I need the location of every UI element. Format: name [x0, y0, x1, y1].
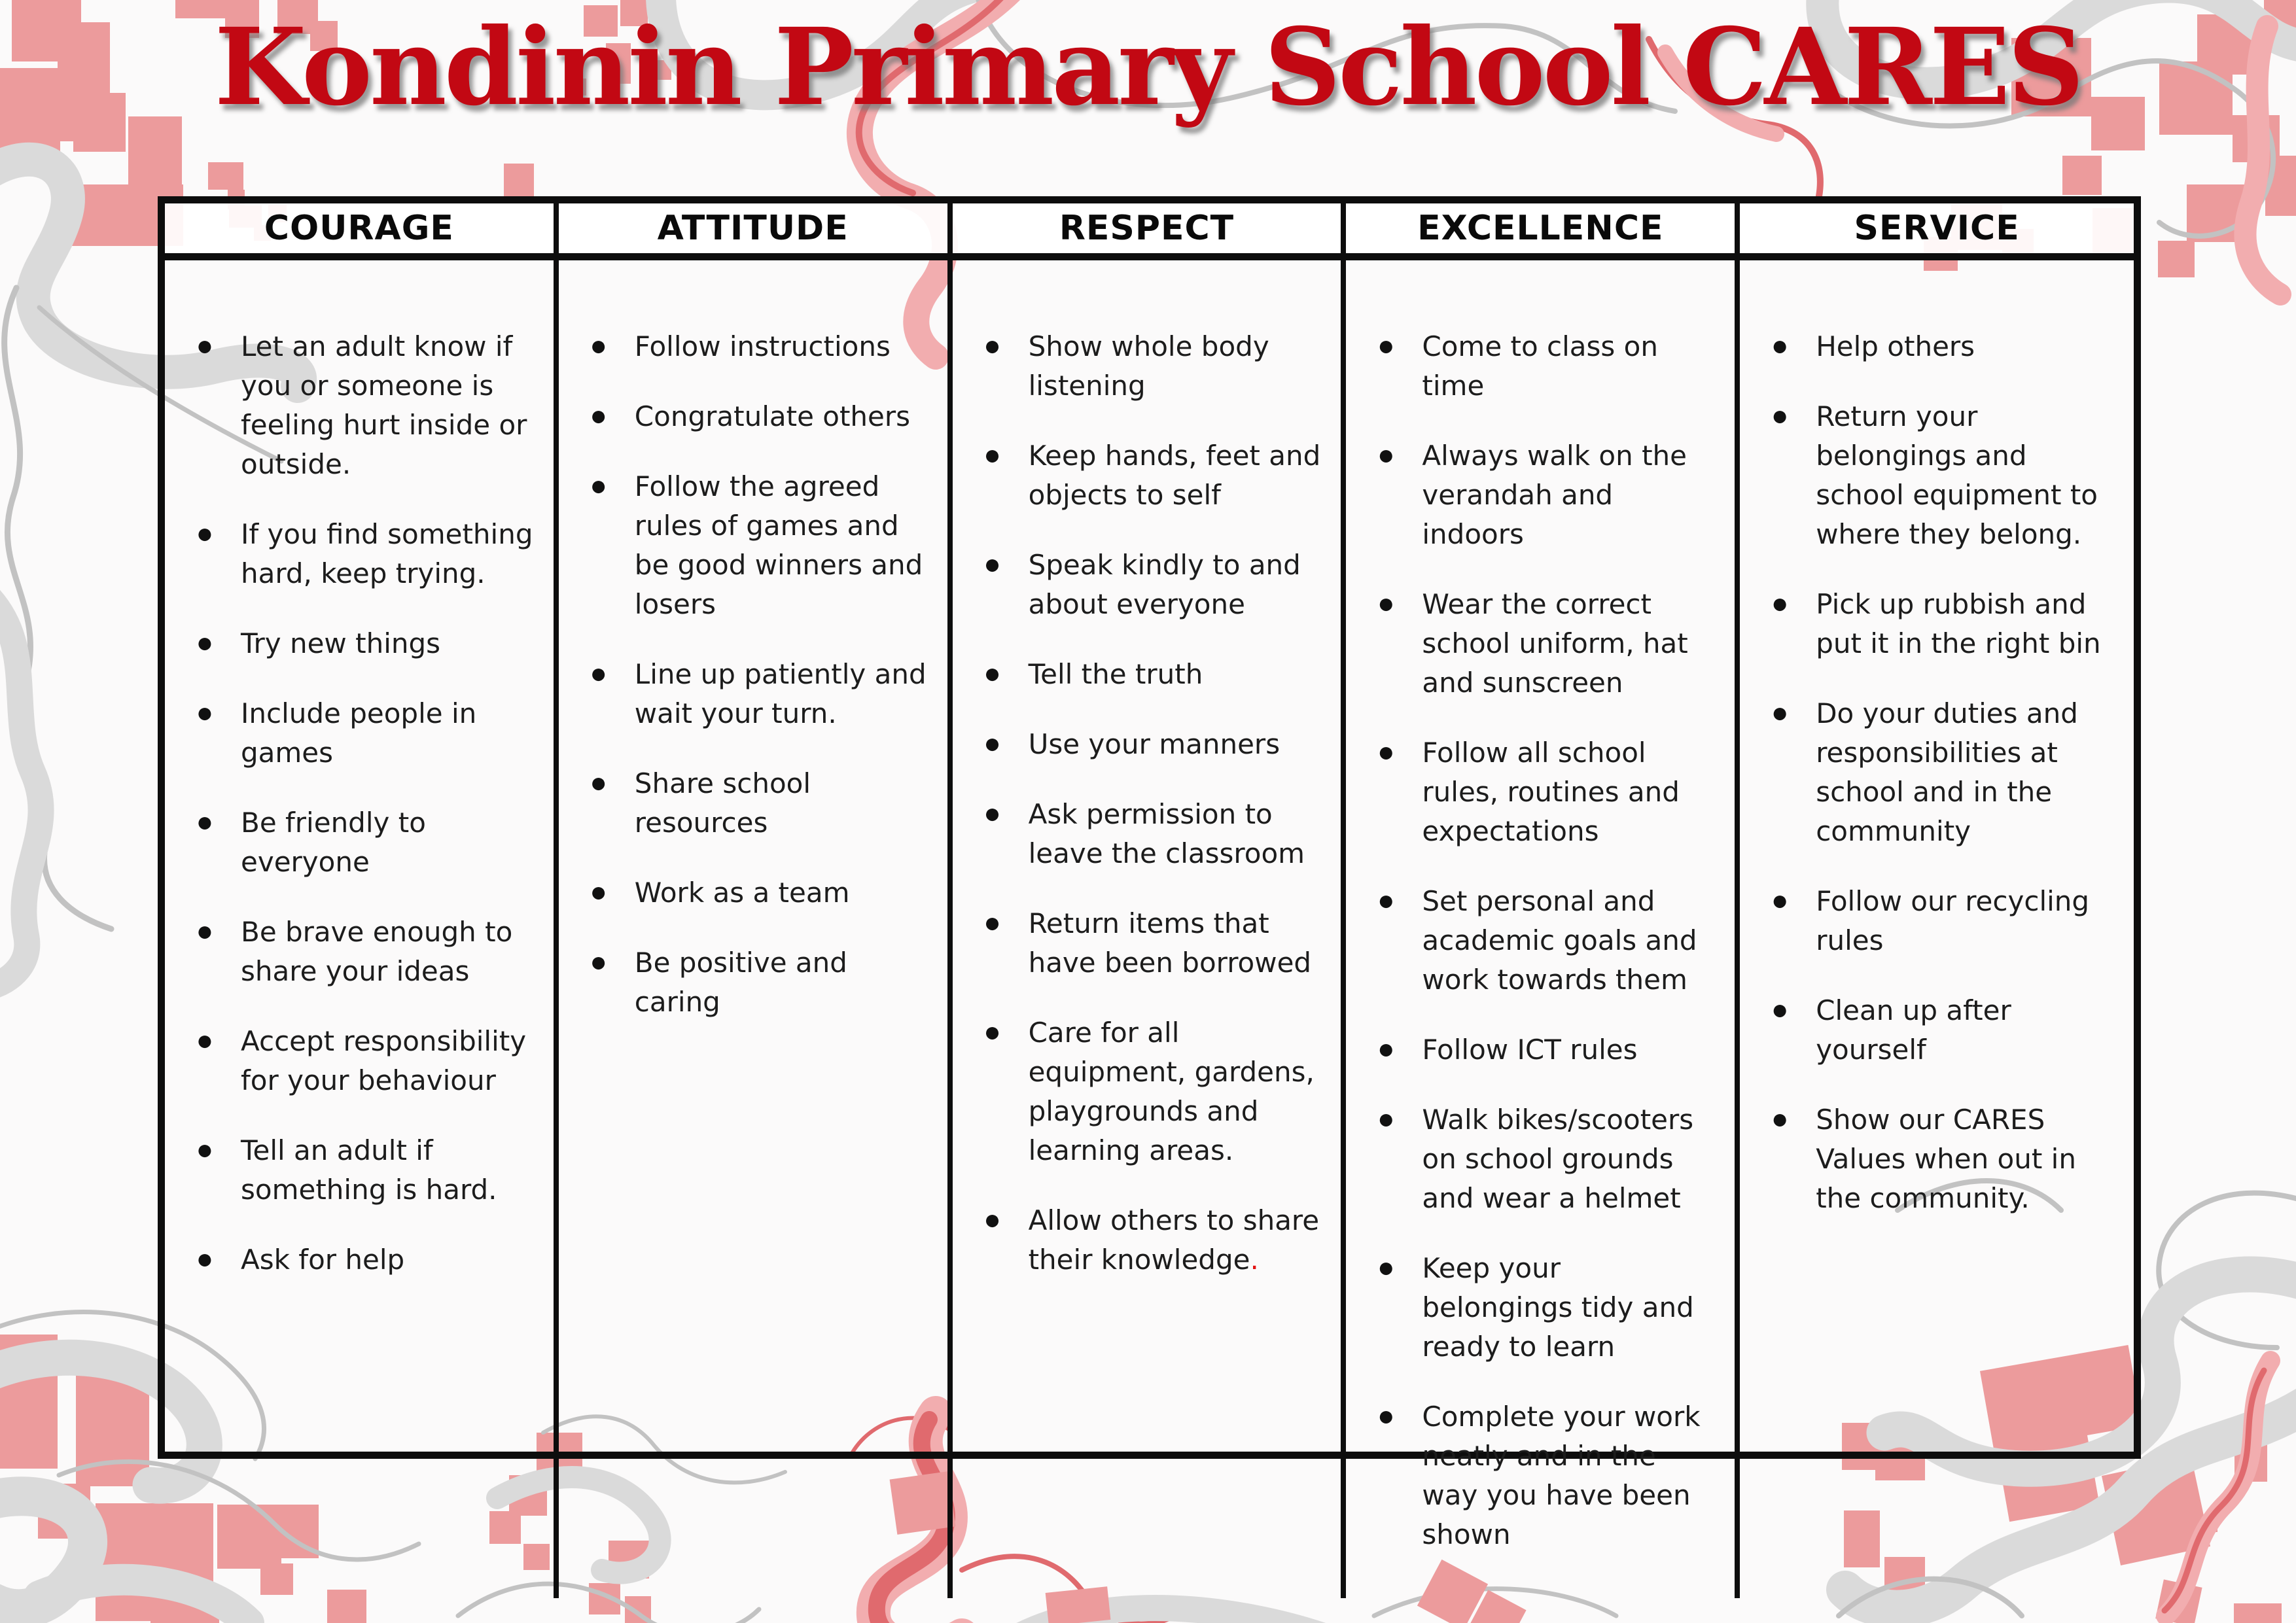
- column-header-respect: RESPECT: [953, 203, 1347, 253]
- list-item: [1763, 1100, 2118, 1218]
- list-item: [1763, 694, 2118, 851]
- list-item-text: Follow the agreed rules of games and be good winners and losers: [634, 470, 923, 620]
- values-table: [158, 196, 2141, 1550]
- list-item: [976, 725, 1326, 764]
- list-item: [1763, 991, 2118, 1070]
- value-list-respect: [976, 327, 1326, 1280]
- list-item: [188, 694, 538, 773]
- list-item: [188, 1131, 538, 1210]
- list-item-text: Set personal and academic goals and work towards them: [1422, 885, 1697, 996]
- list-item-text: Complete your work neatly and in the way you have been shown: [1422, 1401, 1701, 1550]
- list-item-text: Speak kindly to and about everyone: [1028, 549, 1301, 620]
- list-item: [582, 873, 932, 913]
- list-item: [976, 436, 1326, 515]
- list-item-text: Let an adult know if you or someone is feeling hurt inside or outside.: [241, 330, 527, 480]
- list-item-text: Share school resources: [634, 767, 811, 839]
- list-item: [582, 327, 932, 366]
- list-item: [582, 943, 932, 1022]
- list-item: [976, 795, 1326, 873]
- table-header-row: [165, 203, 2134, 260]
- list-item: [188, 515, 538, 593]
- list-item-text: Pick up rubbish and put it in the right bin: [1816, 588, 2101, 659]
- list-item-text: Line up patiently and wait your turn.: [634, 658, 927, 729]
- list-item-text: Do your duties and responsibilities at school and in the community: [1816, 697, 2078, 847]
- list-item-text: If you find something hard, keep trying.: [241, 518, 533, 589]
- list-item: [1369, 436, 1719, 554]
- list-item: [1369, 585, 1719, 703]
- list-item: [188, 327, 538, 484]
- list-item: [1369, 327, 1719, 406]
- list-item-text: Work as a team: [634, 877, 850, 909]
- list-item-text: Clean up after yourself: [1816, 994, 2011, 1066]
- list-item: [188, 913, 538, 991]
- list-item-text: Follow all school rules, routines and expectations: [1422, 737, 1680, 847]
- list-item-text: Walk bikes/scooters on school grounds and wear a helmet: [1422, 1104, 1694, 1214]
- list-item-text: Be brave enough to share your ideas: [241, 916, 513, 987]
- list-item: [976, 904, 1326, 983]
- column-cell-courage: [165, 260, 559, 1598]
- list-item: [1763, 882, 2118, 960]
- list-item-text: Ask permission to leave the classroom: [1028, 798, 1305, 869]
- list-item-text: Tell an adult if something is hard.: [241, 1134, 497, 1206]
- list-item-text: Follow ICT rules: [1422, 1034, 1638, 1066]
- list-item-text: Return items that have been borrowed: [1028, 907, 1312, 979]
- list-item-text: Show our CARES Values when out in the community.: [1816, 1104, 2076, 1214]
- list-item-text: Allow others to share their knowledge: [1028, 1204, 1320, 1276]
- column-header-excellence: EXCELLENCE: [1346, 203, 1740, 253]
- list-item-text: Keep hands, feet and objects to self: [1028, 440, 1321, 511]
- list-item: [582, 764, 932, 843]
- list-item-text: Always walk on the verandah and indoors: [1422, 440, 1687, 550]
- list-item: [976, 1013, 1326, 1170]
- column-header-attitude: ATTITUDE: [559, 203, 953, 253]
- list-item: [976, 655, 1326, 694]
- list-item-text: Follow our recycling rules: [1816, 885, 2090, 956]
- list-item: [582, 397, 932, 436]
- list-item: [976, 327, 1326, 406]
- table-body-row: [165, 260, 2134, 1598]
- list-item: [188, 803, 538, 882]
- value-list-excellence: [1369, 327, 1719, 1554]
- column-cell-respect: [953, 260, 1347, 1598]
- column-cell-attitude: [559, 260, 953, 1598]
- list-item: [976, 546, 1326, 624]
- value-list-courage: [188, 327, 538, 1280]
- list-item: [1369, 1397, 1719, 1554]
- list-item-text: Tell the truth: [1028, 658, 1203, 690]
- list-item: [188, 624, 538, 663]
- list-item-text: Come to class on time: [1422, 330, 1658, 402]
- list-item-text: Try new things: [241, 627, 441, 659]
- column-cell-excellence: [1346, 260, 1740, 1598]
- list-item: [582, 655, 932, 733]
- list-item: [1763, 327, 2118, 366]
- list-item: [1369, 733, 1719, 851]
- list-item-text: Return your belongings and school equipment to where they belong.: [1816, 400, 2098, 550]
- list-item-text: Use your manners: [1028, 728, 1280, 760]
- column-header-courage: COURAGE: [165, 203, 559, 253]
- list-item-text: Include people in games: [241, 697, 477, 769]
- list-item: [1763, 585, 2118, 663]
- list-item: [1369, 1100, 1719, 1218]
- list-item-text: Be positive and caring: [634, 947, 847, 1018]
- list-item: [188, 1240, 538, 1280]
- value-list-service: [1763, 327, 2118, 1218]
- list-item: [1369, 1249, 1719, 1367]
- list-item-text: Accept responsibility for your behaviour: [241, 1025, 527, 1096]
- list-item: [1763, 397, 2118, 554]
- list-item-text: Wear the correct school uniform, hat and sunscreen: [1422, 588, 1688, 699]
- list-item-text: Be friendly to everyone: [241, 807, 426, 878]
- list-item: [1369, 1030, 1719, 1070]
- list-item-text: Help others: [1816, 330, 1975, 362]
- list-item-suffix: .: [1250, 1244, 1259, 1276]
- page-title: Kondinin Primary School CARES: [214, 5, 2082, 130]
- list-item-text: Show whole body listening: [1028, 330, 1269, 402]
- list-item-text: Ask for help: [241, 1244, 405, 1276]
- list-item: [188, 1022, 538, 1100]
- list-item-text: Keep your belongings tidy and ready to learn: [1422, 1252, 1694, 1363]
- list-item: [582, 467, 932, 624]
- list-item-text: Congratulate others: [634, 400, 911, 432]
- column-cell-service: [1740, 260, 2134, 1598]
- list-item-text: Follow instructions: [634, 330, 891, 362]
- list-item: [1369, 882, 1719, 1000]
- list-item-text: Care for all equipment, gardens, playgrounds and learning areas.: [1028, 1017, 1315, 1166]
- value-list-attitude: [582, 327, 932, 1022]
- list-item: [976, 1201, 1326, 1280]
- column-header-service: SERVICE: [1740, 203, 2134, 253]
